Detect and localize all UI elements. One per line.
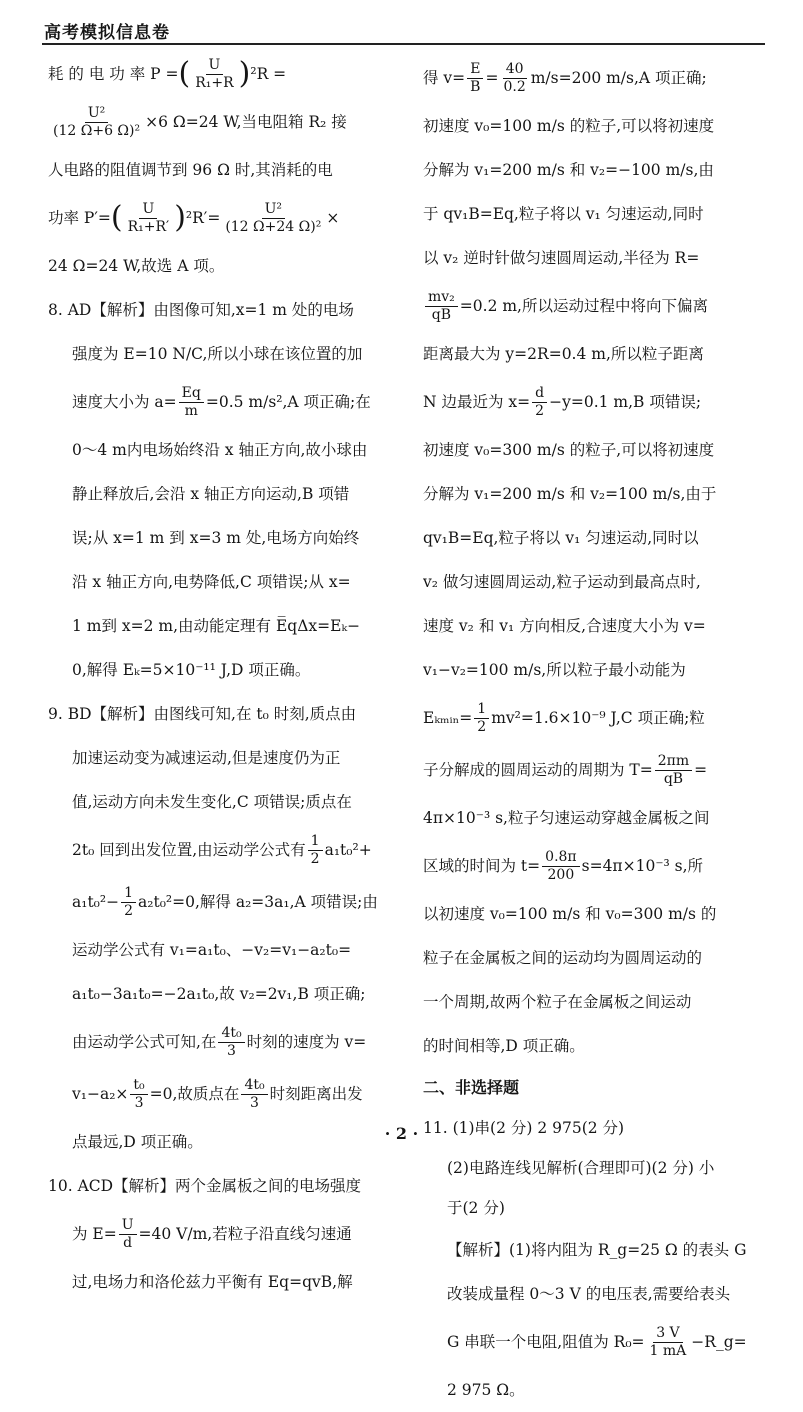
text: = [694, 761, 708, 779]
text-line [423, 840, 773, 892]
text: 4π×10⁻³ s,粒子匀速运动穿越金属板之间 [423, 809, 710, 827]
fraction: $\frac{Eq}{m}$ [179, 385, 204, 420]
fraction: $\frac{E}{B}$ [467, 61, 483, 96]
paren: ( [178, 56, 191, 91]
text-line [48, 428, 400, 472]
text-line [423, 104, 773, 148]
text: =40 V/m,若粒子沿直线匀速通 [138, 1225, 352, 1243]
text: 的时间相等,D 项正确。 [423, 1037, 585, 1055]
text: −R_g= [691, 1333, 747, 1351]
text: × [326, 209, 340, 227]
text-line [423, 604, 773, 648]
text: 二、非选择题 [423, 1078, 520, 1097]
text: 初速度 v₀=300 m/s 的粒子,可以将初速度 [423, 441, 715, 459]
text: a₁t₀−3a₁t₀=−2a₁t₀,故 v₂=2v₁,B 项正确; [72, 985, 366, 1003]
text: −y=0.1 m,B 项错误; [549, 393, 702, 411]
text-line [423, 1368, 773, 1412]
text: a₁t₀²− [72, 893, 120, 911]
text: 9. BD【解析】由图线可知,在 t₀ 时刻,质点由 [48, 705, 357, 723]
text-line [423, 936, 773, 980]
text: qv₁B=Eq,粒子将以 v₁ 匀速运动,同时以 [423, 529, 699, 547]
text-line [423, 796, 773, 840]
text: 强度为 E=10 N/C,所以小球在该位置的加 [72, 345, 363, 363]
text-line [48, 648, 400, 692]
text: 速度 v₂ 和 v₁ 方向相反,合速度大小为 v= [423, 617, 706, 635]
fraction: $\frac{40}{0.2}$ [503, 60, 526, 95]
text-line [48, 780, 400, 824]
text-line [48, 472, 400, 516]
page-number: · 2 · [384, 1124, 419, 1143]
text-line [48, 376, 400, 428]
text: a₂t₀²=0,解得 a₂=3a₁,A 项错误;由 [138, 893, 378, 911]
left-column [48, 52, 400, 1304]
text-line [423, 1272, 773, 1316]
text-line [423, 1024, 773, 1068]
text: 区域的时间为 t= [423, 857, 541, 875]
text: 于 qv₁B=Eq,粒子将以 v₁ 匀速运动,同时 [423, 205, 704, 223]
fraction: $\frac{U}{\text{R₁+R}}$ [195, 56, 234, 91]
text: =0.2 m,所以运动过程中将向下偏离 [459, 297, 708, 315]
text-line [423, 472, 773, 516]
text: ²R′= [185, 209, 221, 227]
text: 沿 x 轴正方向,电势降低,C 项错误;从 x= [72, 573, 351, 591]
text: 误;从 x=1 m 到 x=3 m 处,电场方向始终 [72, 529, 360, 547]
header-rule [42, 43, 765, 45]
text-line [423, 236, 773, 280]
text: 10. ACD【解析】两个金属板之间的电场强度 [48, 1177, 362, 1195]
text-line [48, 332, 400, 376]
text-line [423, 1316, 773, 1368]
text: 值,运动方向未发生变化,C 项错误;质点在 [72, 793, 352, 811]
text: 1 m到 x=2 m,由动能定理有 E̅qΔx=Eₖ− [72, 617, 361, 635]
text-line [48, 148, 400, 192]
section-heading [423, 1068, 773, 1108]
text: 过,电场力和洛伦兹力平衡有 Eq=qvB,解 [72, 1273, 353, 1291]
text-line [48, 1016, 400, 1068]
fraction: $\frac{d}{2}$ [532, 385, 547, 420]
text: v₁−v₂=100 m/s,所以粒子最小动能为 [423, 661, 686, 679]
fraction: $\frac{U}{\text{R₁+R′}}$ [127, 200, 170, 235]
text-line [423, 376, 773, 428]
text-line [48, 192, 400, 244]
text: 功率 P′= [48, 209, 111, 227]
paren: ) [238, 56, 251, 91]
text-line [423, 192, 773, 236]
fraction: $\frac{\text{U²}}{\text{(12 Ω+24 Ω)²}}$ [225, 200, 322, 235]
text: 子分解成的圆周运动的周期为 T= [423, 761, 653, 779]
text: 距离最大为 y=2R=0.4 m,所以粒子距离 [423, 345, 704, 363]
text: v₁−a₂× [72, 1085, 129, 1103]
text: 为 E= [72, 1225, 117, 1243]
fraction: $\frac{2\pi m}{qB}$ [655, 753, 692, 788]
text: =0,故质点在 [149, 1085, 240, 1103]
text-line [48, 244, 400, 288]
text-line [48, 876, 400, 928]
text: 初速度 v₀=100 m/s 的粒子,可以将初速度 [423, 117, 715, 135]
fraction: $\frac{\text{t₀}}{3}$ [130, 1077, 147, 1112]
fraction: $\frac{U}{d}$ [119, 1217, 137, 1252]
right-column [423, 52, 773, 1412]
text: G 串联一个电阻,阻值为 R₀= [447, 1333, 645, 1351]
text-line [423, 428, 773, 472]
fraction: $\frac{\text{U²}}{\text{(12 Ω+6 Ω)²}}$ [53, 104, 141, 139]
text: 【解析】(1)将内阻为 R_g=25 Ω 的表头 G [447, 1241, 747, 1259]
text: 粒子在金属板之间的运动均为圆周运动的 [423, 949, 703, 967]
text-line [48, 972, 400, 1016]
text-line [423, 692, 773, 744]
text: mv²=1.6×10⁻⁹ J,C 项正确;粒 [491, 709, 705, 727]
text-line [48, 560, 400, 604]
text-line [423, 148, 773, 192]
answer-line [48, 1164, 400, 1208]
text: 于(2 分) [447, 1199, 505, 1217]
fraction: $\frac{\text{mv₂}}{qB}$ [425, 289, 458, 324]
text: 静止释放后,会沿 x 轴正方向运动,B 项错 [72, 485, 350, 503]
text: v₂ 做匀速圆周运动,粒子运动到最高点时, [423, 573, 701, 591]
fraction: $\frac{\text{4t₀}}{3}$ [218, 1025, 244, 1060]
text: = [485, 69, 499, 87]
text: N 边最近为 x= [423, 393, 531, 411]
fraction: $\frac{1}{2}$ [121, 885, 136, 920]
text: 时刻距离出发 [269, 1085, 363, 1103]
text-line [48, 736, 400, 780]
text-line [48, 604, 400, 648]
text: 改装成量程 0～3 V 的电压表,需要给表头 [447, 1285, 731, 1303]
text-line [48, 52, 400, 96]
text: 人电路的阻值调节到 96 Ω 时,其消耗的电 [48, 161, 333, 179]
fraction: $\frac{3 V}{1 mA}$ [649, 1324, 687, 1359]
text: ×6 Ω=24 W,当电阻箱 R₂ 接 [145, 113, 347, 131]
text-line [48, 516, 400, 560]
paren: ( [110, 200, 123, 235]
text-line [423, 52, 773, 104]
text: (2)电路连线见解析(合理即可)(2 分) 小 [447, 1159, 715, 1177]
text: 耗 的 电 功 率 P = [48, 65, 179, 83]
text: =0.5 m/s²,A 项正确;在 [205, 393, 371, 411]
text: 速度大小为 a= [72, 393, 177, 411]
text: 2 975 Ω。 [447, 1381, 525, 1399]
fraction: $\frac{1}{2}$ [474, 701, 489, 736]
text-line [423, 1188, 773, 1228]
text: 以初速度 v₀=100 m/s 和 v₀=300 m/s 的 [423, 905, 717, 923]
text-line [48, 824, 400, 876]
text: s=4π×10⁻³ s,所 [581, 857, 704, 875]
fraction: $\frac{0.8\pi}{200}$ [542, 849, 579, 884]
answer-line [48, 692, 400, 736]
text-line [423, 1228, 773, 1272]
text-line [423, 980, 773, 1024]
text: ²R = [250, 65, 287, 83]
text: 时刻的速度为 v= [246, 1033, 367, 1051]
text: 得 v= [423, 69, 466, 87]
paren: ) [174, 200, 186, 235]
text-line [423, 332, 773, 376]
text: 24 Ω=24 W,故选 A 项。 [48, 257, 225, 275]
text: a₁t₀²+ [324, 841, 372, 859]
text-line [48, 928, 400, 972]
fraction: $\frac{\text{4t₀}}{3}$ [241, 1077, 267, 1112]
text-line [423, 744, 773, 796]
text: 由运动学公式可知,在 [72, 1033, 217, 1051]
text-line [48, 1068, 400, 1120]
text: Eₖₘᵢₙ= [423, 709, 473, 727]
text: 8. AD【解析】由图像可知,x=1 m 处的电场 [48, 301, 354, 319]
text: 运动学公式有 v₁=a₁t₀、−v₂=v₁−a₂t₀= [72, 941, 352, 959]
text-line [423, 516, 773, 560]
text: 0～4 m内电场始终沿 x 轴正方向,故小球由 [72, 441, 368, 459]
text-line [48, 1260, 400, 1304]
text-line [423, 892, 773, 936]
text: m/s=200 m/s,A 项正确; [530, 69, 707, 87]
text: 点最远,D 项正确。 [72, 1133, 203, 1151]
fraction: $\frac{1}{2}$ [308, 833, 323, 868]
text: 加速运动变为减速运动,但是速度仍为正 [72, 749, 341, 767]
text-line [48, 1208, 400, 1260]
text-line [423, 648, 773, 692]
text-line [423, 560, 773, 604]
text: 以 v₂ 逆时针做匀速圆周运动,半径为 R= [423, 249, 700, 267]
text: 0,解得 Eₖ=5×10⁻¹¹ J,D 项正确。 [72, 661, 311, 679]
page-header: 高考模拟信息卷 [44, 23, 170, 43]
text-line [48, 96, 400, 148]
text: 分解为 v₁=200 m/s 和 v₂=−100 m/s,由 [423, 161, 714, 179]
text-line [423, 1148, 773, 1188]
text: 一个周期,故两个粒子在金属板之间运动 [423, 993, 692, 1011]
text: 2t₀ 回到出发位置,由运动学公式有 [72, 841, 306, 859]
text: 分解为 v₁=200 m/s 和 v₂=100 m/s,由于 [423, 485, 717, 503]
text-line [423, 280, 773, 332]
answer-line [48, 288, 400, 332]
text: 11. (1)串(2 分) 2 975(2 分) [423, 1119, 625, 1137]
